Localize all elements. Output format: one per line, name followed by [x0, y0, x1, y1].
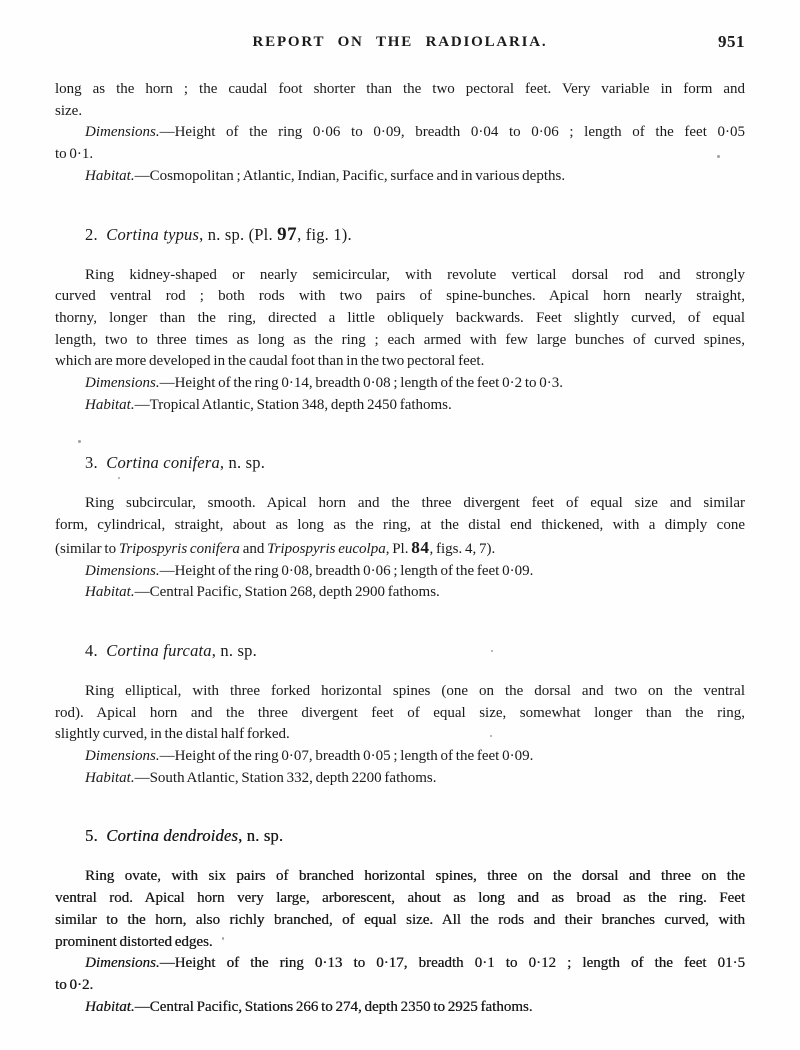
page-body	[55, 0, 745, 1018]
scan-speck	[717, 155, 720, 158]
species-section-cortina-conifera	[55, 450, 745, 604]
species-heading: 3. Cortina conifera, n. sp.	[85, 453, 266, 473]
habitat-line: Habitat.—Tropical Atlantic, Station 348, depth 2450 fathoms.	[85, 396, 452, 413]
intro-paragraph: long as the horn ; the caudal foot shorter than the two pectoral feet. Very variable in form and size.	[55, 81, 745, 119]
scan-speck	[491, 650, 493, 652]
scan-speck	[78, 440, 81, 443]
species-section-cortina-dendroides	[55, 823, 745, 1018]
species-section-cortina-typus	[55, 222, 745, 417]
habitat-line: Habitat.—Central Pacific, Station 268, depth 2900 fathoms.	[85, 584, 440, 601]
habitat-line: Habitat.—Central Pacific, Stations 266 to 274, depth 2350 to 2925 fathoms.	[85, 998, 533, 1015]
dimensions-line: Dimensions.—Height of the ring 0·13 to 0·17, breadth 0·1 to 0·12 ; length of the feet 01·5 to 0·2.	[55, 955, 745, 993]
dimensions-line: Dimensions.—Height of the ring 0·14, breadth 0·08 ; length of the feet 0·2 to 0·3.	[85, 375, 563, 392]
species-description: Ring subcircular, smooth. Apical horn and the three divergent feet of equal size and similar form, cylindrical, straight, about as long as the ring, at the distal end thickened, with a dimply cone (similar to Tripospyris conifera and Tripospyris eucolpa, Pl. 84, figs. 4, 7).	[55, 495, 745, 557]
intro-habitat: Habitat.—Cosmopolitan ; Atlantic, Indian, Pacific, surface and in various depths.	[85, 167, 566, 184]
dimensions-line: Dimensions.—Height of the ring 0·08, breadth 0·06 ; length of the feet 0·09.	[85, 562, 534, 579]
intro-dimensions: Dimensions.—Height of the ring 0·06 to 0·09, breadth 0·04 to 0·06 ; length of the feet 0·05 to 0·1.	[55, 124, 745, 163]
scan-speck	[118, 477, 120, 479]
species-description: Ring elliptical, with three forked horizontal spines (one on the dorsal and two on the ventral rod). Apical horn and the three divergent feet of equal size, somewhat longer than the ring, slightly curved, in the distal half forked.	[55, 682, 745, 743]
page-number: 951	[718, 32, 745, 51]
species-section-cortina-furcata	[55, 638, 745, 790]
species-description: Ring kidney-shaped or nearly semicircular, with revolute vertical dorsal rod and strongly curved ventral rod ; both rods with two pairs of spine-bunches. Apical horn nearly straight, thorny, longer than the ring, directed a little obliquely backwards. Feet slightly curved, of equal length, two to three times as long as the ring ; each armed with few large bunches of curved spines, which are more developed in the caudal foot than in the two pectoral feet.	[55, 266, 745, 370]
scan-speck	[490, 735, 492, 737]
habitat-line: Habitat.—South Atlantic, Station 332, depth 2200 fathoms.	[85, 769, 437, 786]
species-description: Ring ovate, with six pairs of branched horizontal spines, three on the dorsal and three on the ventral rod. Apical horn very large, arborescent, ahout as long and as broad as the ring. Feet similar to the horn, also richly branched, of equal size. All the rods and their branches curved, with prominent distorted edges.	[55, 868, 745, 950]
running-head-title: REPORT ON THE RADIOLARIA.	[252, 34, 548, 50]
species-heading: 4. Cortina furcata, n. sp.	[85, 640, 257, 660]
dimensions-line: Dimensions.—Height of the ring 0·07, breadth 0·05 ; length of the feet 0·09.	[85, 748, 534, 765]
scan-speck	[222, 937, 224, 940]
species-heading: 2. Cortina typus, n. sp. (Pl. 97, fig. 1).	[85, 223, 352, 245]
species-heading: 5. Cortina dendroides, n. sp.	[85, 826, 284, 846]
